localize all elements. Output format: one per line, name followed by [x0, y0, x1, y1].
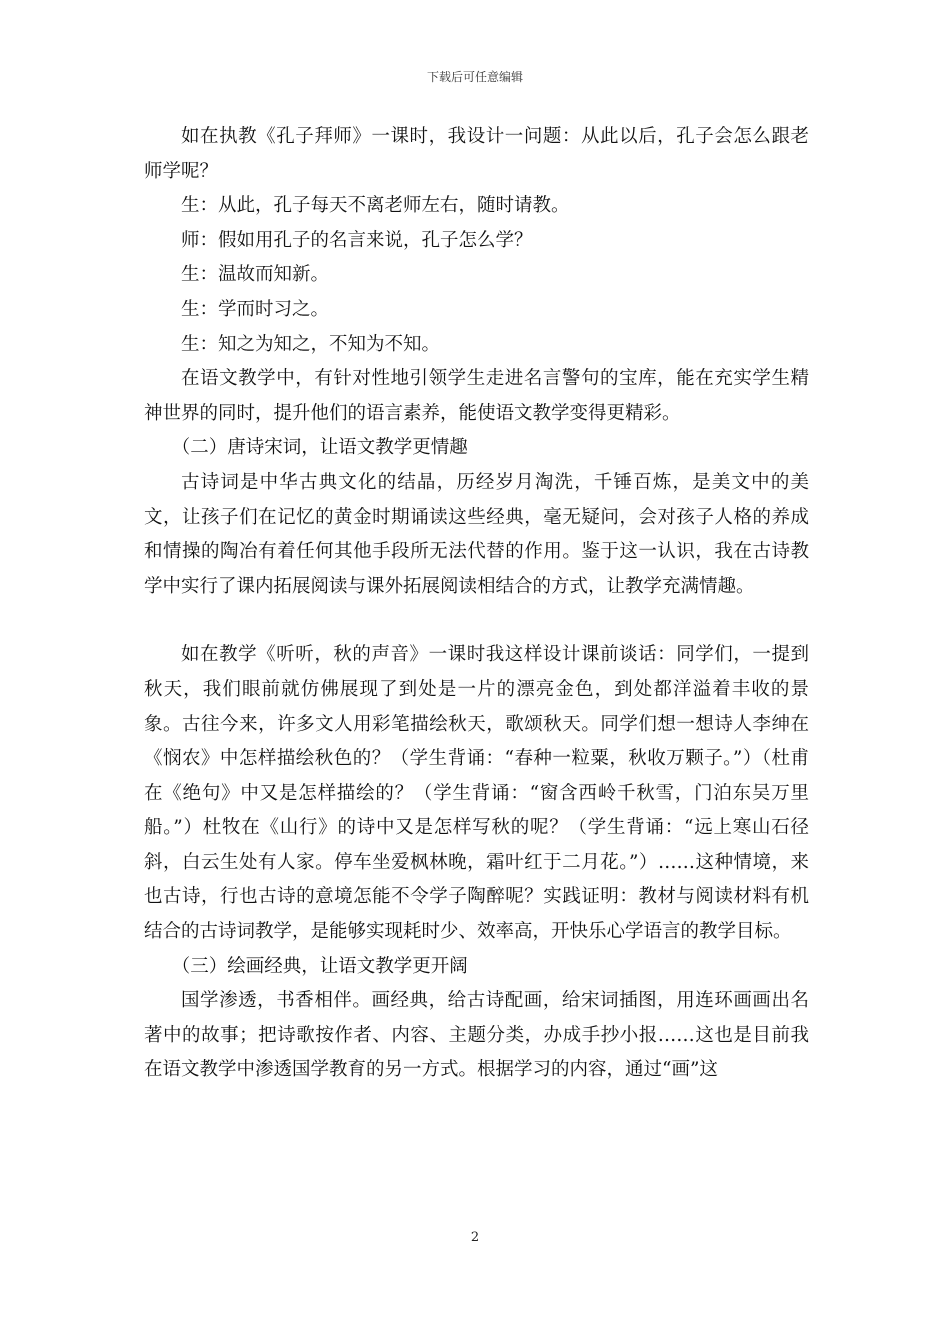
paragraph-autumn-example: 如在教学《听听，秋的声音》一课时我这样设计课前谈话：同学们，一提到秋天，我们眼前就仿佛展现了到处是一片的漂亮金色，到处都洋溢着丰收的景象。古往今来，许多文人用彩笔描绘秋天，歌颂秋天。同学们想一想诗人李绅在《悯农》中怎样描绘秋色的？（学生背诵：“春种一粒粟，秋收万颗子。”）（杜甫在《绝句》中又是怎样描绘的？（学生背诵：“窗含西岭千秋雪，门泊东吴万里船。”）杜牧在《山行》的诗中又是怎样写秋的呢？（学生背诵：“远上寒山石径斜，白云生处有人家。停车坐爱枫林晚，霜叶红于二月花。”）……这种情境，来也古诗，行也古诗的意境怎能不令学子陶醉呢？实践证明：教材与阅读材料有机结合的古诗词教学，是能够实现耗时少、效率高，开快乐心学语言的教学目标。 [144, 644, 809, 943]
dialogue-line: 生：温故而知新。 [181, 264, 330, 286]
page-header: 下载后可任意编辑 [426, 70, 523, 84]
paragraph-summary: 在语文教学中，有针对性地引领学生走进名言警句的宝库，能在充实学生精神世界的同时，提升他们的语言素养，能使语文教学变得更精彩。 [144, 368, 809, 424]
section-heading-3: （三）绘画经典，让语文教学更开阔 [171, 955, 468, 977]
page-number: 2 [470, 1230, 480, 1245]
dialogue-line: 生：学而时习之。 [181, 298, 330, 320]
dialogue-line: 生：从此，孔子每天不离老师左右，随时请教。 [181, 195, 570, 217]
dialogue-line: 生：知之为知之，不知为不知。 [181, 333, 441, 355]
paragraph-drawing: 国学渗透，书香相伴。画经典，给古诗配画，给宋词插图，用连环画画出名著中的故事；把诗歌按作者、内容、主题分类，办成手抄小报……这也是目前我在语文教学中渗透国学教育的另一方式。根据学习的内容，通过“画”这 [144, 990, 809, 1081]
dialogue-line: 师：假如用孔子的名言来说，孔子怎么学？ [181, 229, 533, 251]
section-heading-2: （二）唐诗宋词，让语文教学更情趣 [171, 437, 468, 459]
paragraph-poetry: 古诗词是中华古典文化的结晶，历经岁月淘洗，千锤百炼，是美文中的美文，让孩子们在记忆的黄金时期诵读这些经典，毫无疑问，会对孩子人格的养成和情操的陶冶有着任何其他手段所无法代替的作用。鉴于这一认识，我在古诗教学中实行了课内拓展阅读与课外拓展阅读相结合的方式，让教学充满情趣。 [144, 471, 809, 597]
blank-line [144, 604, 809, 638]
paragraph-confucius-example: 如在执教《孔子拜师》一课时，我设计一问题：从此以后，孔子会怎么跟老师学呢？ [144, 126, 809, 182]
document-body [144, 120, 809, 1088]
